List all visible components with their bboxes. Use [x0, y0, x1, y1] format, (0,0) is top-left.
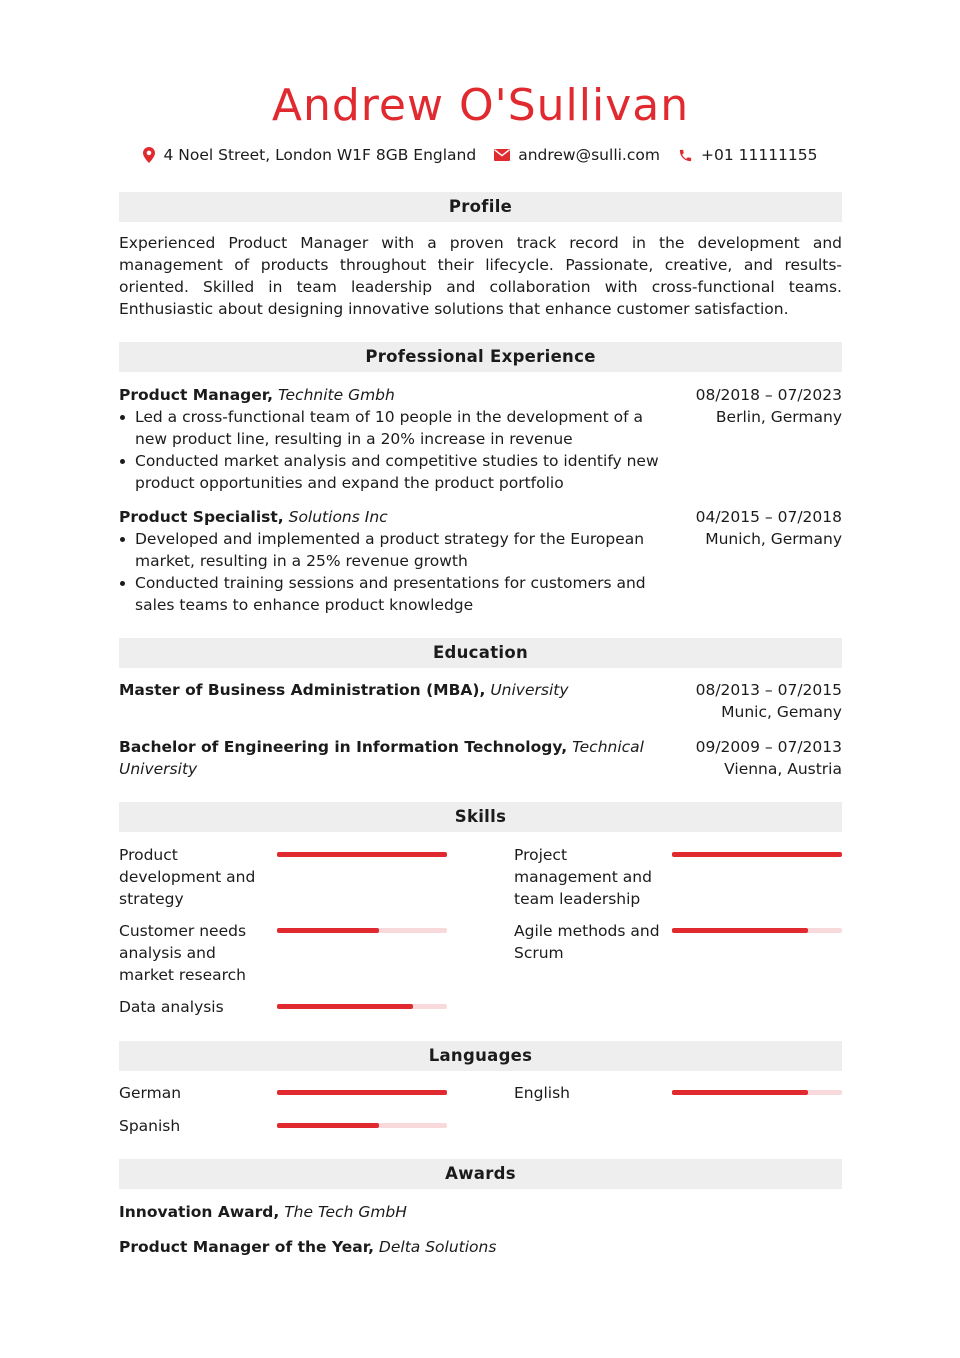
bullet-item: Conducted market analysis and competitive studies to identify new product opportunities and expand the product portfolio — [119, 450, 679, 494]
language-label: Spanish — [119, 1117, 181, 1135]
contact-phone[interactable] — [678, 146, 818, 164]
bar-fill — [277, 1004, 413, 1009]
phone-icon — [678, 148, 693, 163]
language-item — [119, 1082, 449, 1104]
phone-text[interactable]: +01 11111155 — [700, 146, 818, 164]
education-title — [119, 736, 679, 780]
skill-label: Project management and team leadership — [514, 846, 652, 908]
address-text: 4 Noel Street, London W1F 8GB England — [163, 146, 477, 164]
skill-item — [514, 920, 844, 964]
award-title: Innovation Award, — [119, 1203, 280, 1221]
bullet-item: Led a cross-functional team of 10 people in the development of a new product line, resulting in a 20% increase in revenue — [119, 406, 679, 450]
email-text[interactable]: andrew@sulli.com — [518, 146, 660, 164]
skill-level-bar — [277, 928, 447, 933]
language-label: English — [514, 1084, 570, 1102]
bar-fill — [277, 1090, 447, 1095]
skill-level-bar — [277, 1004, 447, 1009]
bullet-item: Conducted training sessions and presentations for customers and sales teams to enhance product knowledge — [119, 572, 679, 616]
language-level-bar — [277, 1123, 447, 1128]
map-pin-icon — [143, 147, 155, 163]
award-item — [119, 1201, 407, 1223]
skill-label: Data analysis — [119, 998, 224, 1016]
profile-summary: Experienced Product Manager with a proven track record in the development and management of products throughout their lifecycle. Passionate, creative, and results-oriented. Skilled in team leadership and collaboration with cross-functional teams. Enthusiastic about designing innovative solutions that enhance customer satisfaction. — [119, 234, 842, 318]
job-company: Solutions Inc — [288, 508, 388, 526]
bar-fill — [277, 852, 447, 857]
skill-level-bar — [672, 928, 842, 933]
section-header-education: Education — [119, 638, 842, 668]
job-role: Product Manager, — [119, 386, 274, 404]
bar-fill — [672, 852, 842, 857]
language-item — [119, 1115, 449, 1137]
envelope-icon — [494, 149, 510, 161]
job-company: Technite Gmbh — [277, 386, 395, 404]
education-dates: 08/2013 – 07/2015 — [695, 681, 842, 699]
job-location: Munich, Germany — [705, 530, 842, 548]
award-title: Product Manager of the Year, — [119, 1238, 374, 1256]
skill-label: Customer needs analysis and market research — [119, 922, 247, 984]
education-location: Vienna, Austria — [724, 760, 842, 778]
contact-email[interactable] — [494, 146, 660, 164]
job-dates: 08/2018 – 07/2023 — [695, 386, 842, 404]
experience-title — [119, 384, 679, 406]
skill-level-bar — [277, 852, 447, 857]
school: Technical University — [119, 738, 644, 778]
skill-label: Product development and strategy — [119, 846, 256, 908]
language-level-bar — [672, 1090, 842, 1095]
job-location: Berlin, Germany — [715, 408, 842, 426]
skill-label: Agile methods and Scrum — [514, 922, 660, 962]
bar-fill — [277, 1123, 379, 1128]
section-header-languages: Languages — [119, 1041, 842, 1071]
degree: Bachelor of Engineering in Information Technology, — [119, 738, 568, 756]
job-dates: 04/2015 – 07/2018 — [695, 508, 842, 526]
degree: Master of Business Administration (MBA), — [119, 681, 486, 699]
experience-bullets — [119, 528, 679, 616]
section-header-experience: Professional Experience — [119, 342, 842, 372]
language-item — [514, 1082, 844, 1104]
experience-bullets — [119, 406, 679, 494]
contact-address — [143, 146, 476, 164]
education-dates: 09/2009 – 07/2013 — [695, 738, 842, 756]
job-role: Product Specialist, — [119, 508, 284, 526]
language-label: German — [119, 1084, 182, 1102]
bar-fill — [672, 928, 808, 933]
bullet-item: Developed and implemented a product strategy for the European market, resulting in a 25% revenue growth — [119, 528, 679, 572]
skill-item — [119, 920, 449, 986]
award-issuer: The Tech GmbH — [284, 1203, 407, 1221]
contact-line — [119, 146, 842, 164]
bar-fill — [277, 928, 379, 933]
skill-item — [514, 844, 844, 910]
skill-level-bar — [672, 852, 842, 857]
bar-fill — [672, 1090, 808, 1095]
language-level-bar — [277, 1090, 447, 1095]
experience-title — [119, 506, 679, 528]
skill-item — [119, 996, 449, 1018]
award-item — [119, 1236, 496, 1258]
section-header-awards: Awards — [119, 1159, 842, 1189]
award-issuer: Delta Solutions — [378, 1238, 497, 1256]
section-header-profile: Profile — [119, 192, 842, 222]
section-header-skills: Skills — [119, 802, 842, 832]
school: University — [490, 681, 569, 699]
education-location: Munic, Gemany — [721, 703, 842, 721]
skill-item — [119, 844, 449, 910]
education-title — [119, 679, 679, 701]
candidate-name: Andrew O'Sullivan — [271, 80, 690, 131]
